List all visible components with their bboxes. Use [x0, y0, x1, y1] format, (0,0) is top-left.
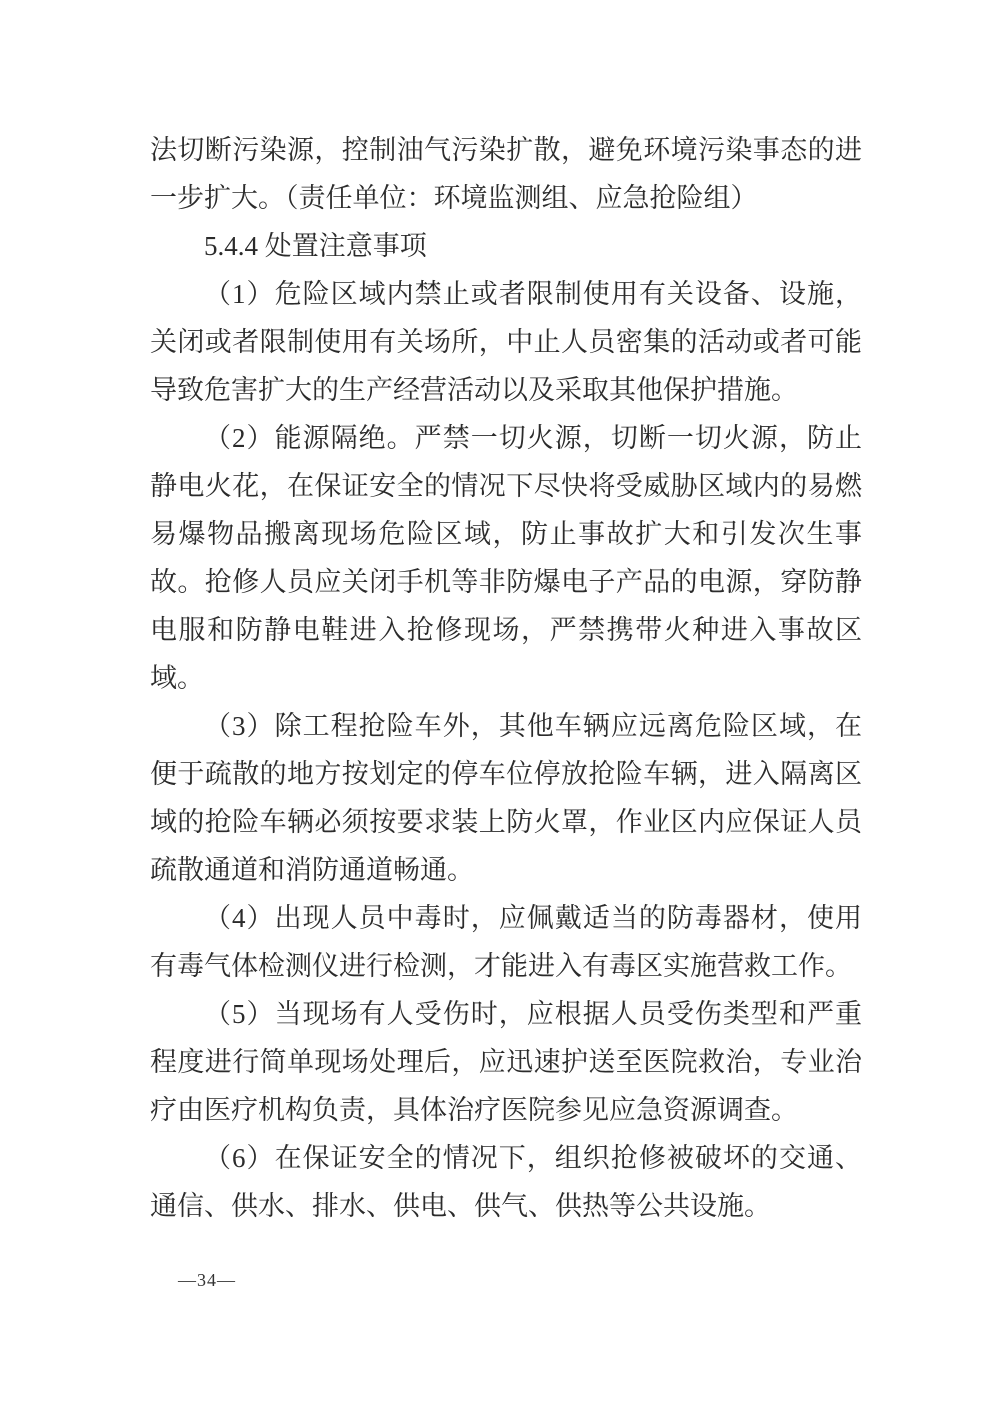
- text-line: 域。: [150, 663, 204, 693]
- paragraph: [150, 990, 862, 1134]
- text-line: （6）在保证安全的情况下，组织抢修被破坏的交通、: [204, 1143, 862, 1173]
- text-line: （3）除工程抢险车外，其他车辆应远离危险区域，在: [204, 711, 862, 741]
- text-line: 故。抢修人员应关闭手机等非防爆电子产品的电源，穿防静: [150, 567, 862, 597]
- text-line: 导致危害扩大的生产经营活动以及采取其他保护措施。: [150, 375, 798, 405]
- paragraph: [150, 894, 862, 990]
- text-line: 程度进行简单现场处理后，应迅速护送至医院救治，专业治: [150, 1047, 862, 1077]
- text-line: 静电火花，在保证安全的情况下尽快将受威胁区域内的易燃: [150, 471, 862, 501]
- paragraph: [150, 126, 862, 222]
- text-line: 有毒气体检测仪进行检测，才能进入有毒区实施营救工作。: [150, 951, 852, 981]
- text-line: 通信、供水、排水、供电、供气、供热等公共设施。: [150, 1191, 771, 1221]
- text-line: （1）危险区域内禁止或者限制使用有关设备、设施，: [204, 279, 862, 309]
- text-line: 域的抢险车辆必须按要求装上防火罩，作业区内应保证人员: [150, 807, 862, 837]
- text-line: 电服和防静电鞋进入抢修现场，严禁携带火种进入事故区: [150, 615, 862, 645]
- text-line: 疗由医疗机构负责，具体治疗医院参见应急资源调查。: [150, 1095, 798, 1125]
- text-line: （5）当现场有人受伤时，应根据人员受伤类型和严重: [204, 999, 862, 1029]
- text-line: 疏散通道和消防通道畅通。: [150, 855, 474, 885]
- page-number: —34—: [178, 1270, 236, 1290]
- paragraph: [150, 270, 862, 414]
- section-heading: [150, 222, 862, 270]
- document-body: [150, 126, 862, 1230]
- text-line: 易爆物品搬离现场危险区域，防止事故扩大和引发次生事: [150, 519, 862, 549]
- text-line: 5.4.4 处置注意事项: [204, 231, 427, 261]
- text-line: 法切断污染源，控制油气污染扩散，避免环境污染事态的进: [150, 135, 862, 165]
- paragraph: [150, 414, 862, 702]
- text-line: （4）出现人员中毒时，应佩戴适当的防毒器材，使用: [204, 903, 862, 933]
- paragraph: [150, 702, 862, 894]
- paragraph: [150, 1134, 862, 1230]
- text-line: （2）能源隔绝。严禁一切火源，切断一切火源，防止: [204, 423, 862, 453]
- text-line: 关闭或者限制使用有关场所，中止人员密集的活动或者可能: [150, 327, 862, 357]
- text-line: 一步扩大。（责任单位：环境监测组、应急抢险组）: [150, 183, 758, 213]
- text-line: 便于疏散的地方按划定的停车位停放抢险车辆，进入隔离区: [150, 759, 862, 789]
